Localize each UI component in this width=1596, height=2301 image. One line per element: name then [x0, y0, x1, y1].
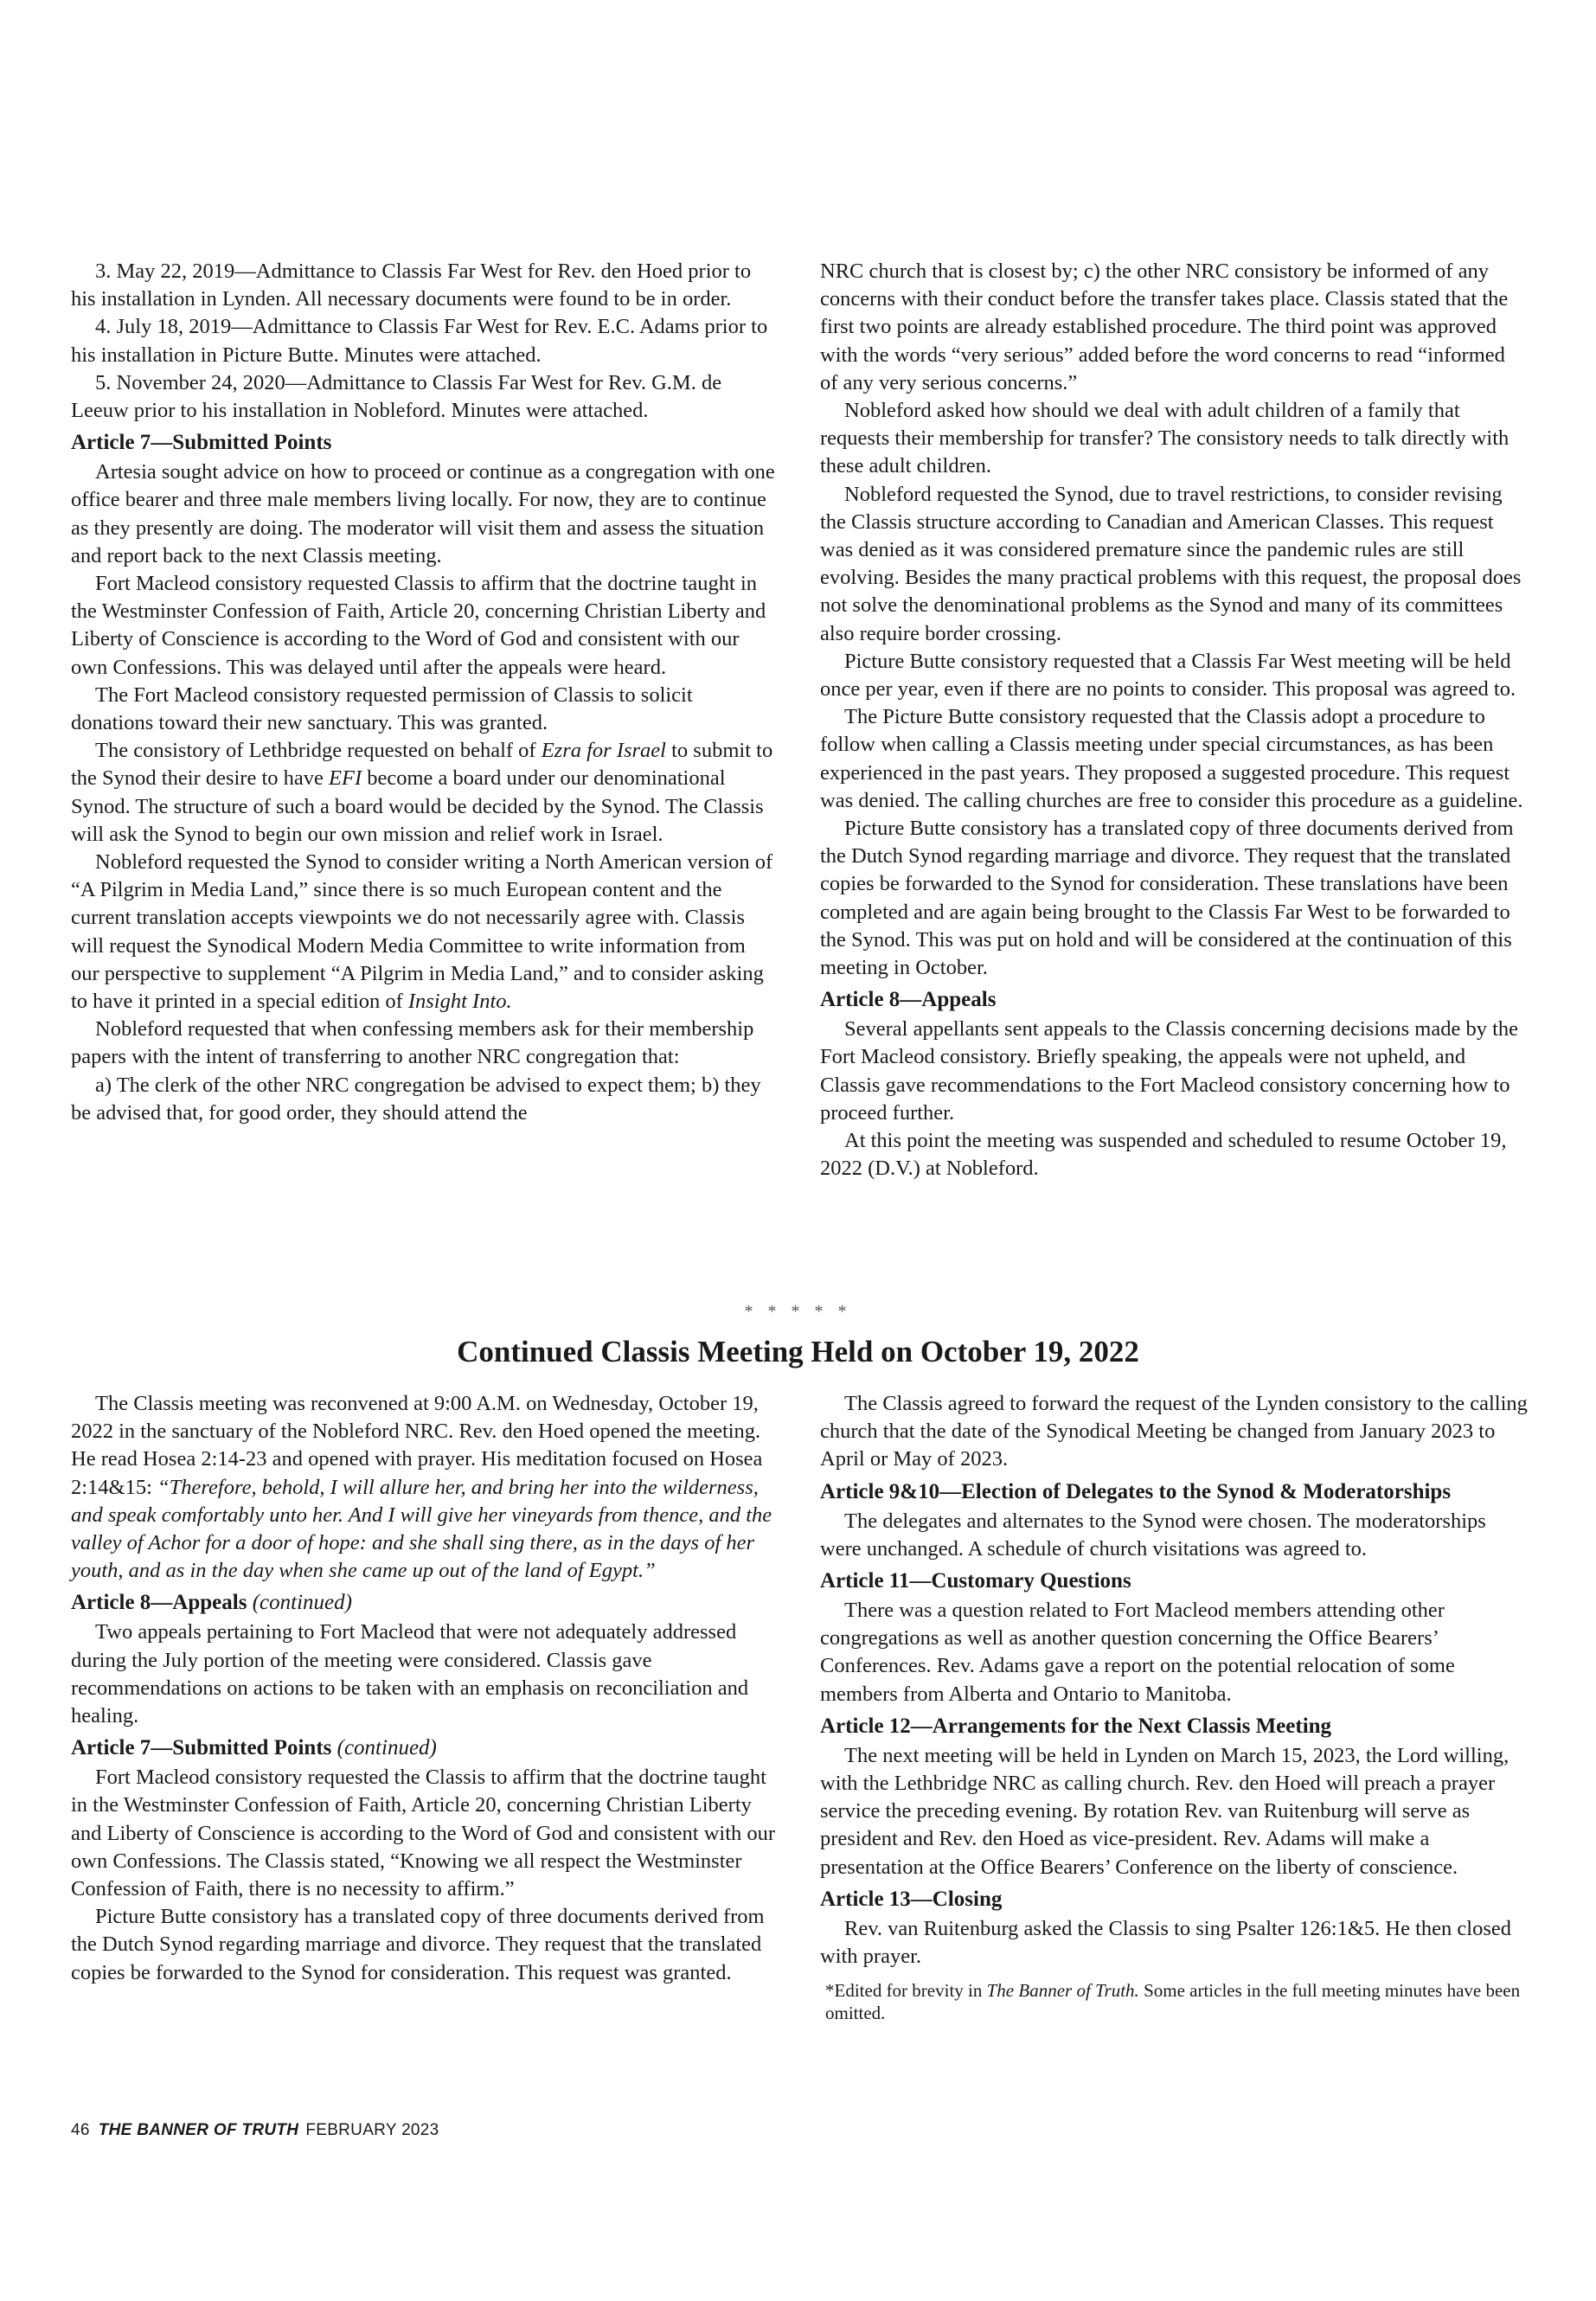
paragraph: Nobleford asked how should we deal with adult children of a family that requests their membership for transfer? The consistory needs to talk directly with these adult children. — [820, 399, 1509, 478]
article-heading: Article 7—Submitted Points (continued) — [71, 1736, 437, 1760]
paragraph: The Classis agreed to forward the request of the Lynden consistory to the calling church that the date of the Synodical Meeting be changed from January 2023 to April or May of 2023. — [820, 1392, 1528, 1471]
bottom-right-column — [820, 1390, 1528, 2024]
footnote: *Edited for brevity in The Banner of Truth. Some articles in the full meeting minutes have been omitted. — [825, 1980, 1521, 2024]
paragraph: Nobleford requested the Synod to consider writing a North American version of “A Pilgrim in Media Land,” since there is so much European content and the current translation accepts viewpoints we do not necessarily agree with. Classis will request the Synodical Modern Media Committee to write information from our perspective to supplement “A Pilgrim in Media Land,” and to consider asking to have it printed in a special edition of Insight Into. — [71, 850, 773, 1014]
article-heading: Article 7—Submitted Points — [71, 431, 332, 455]
article-heading: Article 11—Customary Questions — [820, 1569, 1131, 1593]
paragraph: Two appeals pertaining to Fort Macleod that were not adequately addressed during the July portion of the meeting were considered. Classis gave recommendations on actions to be taken with an emphasis on reconciliation and healing. — [71, 1620, 749, 1728]
article-heading: Article 8—Appeals — [820, 988, 997, 1012]
paragraph: The consistory of Lethbridge requested on behalf of Ezra for Israel to submit to the Synod their desire to have EFI become a board under our denominational Synod. The structure of such a board would be decided by the Synod. The Classis will ask the Synod to begin our own mission and relief work in Israel. — [71, 739, 773, 846]
section-title: Continued Classis Meeting Held on October 19, 2022 — [457, 1335, 1139, 1368]
article-heading: Article 12—Arrangements for the Next Classis Meeting — [820, 1714, 1332, 1738]
paragraph: The delegates and alternates to the Synod were chosen. The moderatorships were unchanged. A schedule of church visitations was agreed to. — [820, 1509, 1486, 1561]
paragraph: The Picture Butte consistory requested that the Classis adopt a procedure to follow when calling a Classis meeting under special circumstances, as has been experienced in the past years. They proposed a suggested procedure. This request was denied. The calling churches are free to consider this procedure as a guideline. — [820, 705, 1523, 812]
top-right-column — [820, 258, 1528, 1183]
bottom-left-column — [71, 1390, 779, 1987]
paragraph: Nobleford requested that when confessing members ask for their membership papers with the intent of transferring to another NRC congregation that: — [71, 1017, 754, 1069]
paragraph: The Classis meeting was reconvened at 9:00 A.M. on Wednesday, October 19, 2022 in the sanctuary of the Nobleford NRC. Rev. den Hoed opened the meeting. He read Hosea 2:14-23 and opened with prayer. His meditation focused on Hosea 2:14&15: “Therefore, behold, I will allure her, and bring her into the wilderness, and speak comfortably unto her. And I will give her vineyards from thence, and the valley of Achor for a door of hope: and she shall sing there, as in the days of her youth, and as in the day when she came up out of the land of Egypt.” — [71, 1392, 772, 1583]
paragraph: There was a question related to Fort Macleod members attending other congregations as well as another question concerning the Office Bearers’ Conferences. Rev. Adams gave a report on the potential relocation of some members from Alberta and Ontario to Manitoba. — [820, 1599, 1455, 1706]
paragraph: Picture Butte consistory has a translated copy of three documents derived from the Dutch Synod regarding marriage and divorce. They request that the translated copies be forwarded to the Synod for consideration. This request was granted. — [71, 1905, 765, 1984]
paragraph: NRC church that is closest by; c) the other NRC consistory be informed of any concerns with their conduct before the transfer takes place. Classis stated that the first two points are already established procedure. The third point was approved with the words “very serious” added before the word concerns to read “informed of any very serious concerns.” — [820, 260, 1509, 394]
paragraph: Picture Butte consistory has a translated copy of three documents derived from the Dutch Synod regarding marriage and divorce. They request that the translated copies be forwarded to the Synod for consideration. These translations have been completed and are again being brought to the Classis Far West to be forwarded to the Synod. This was put on hold and will be considered at the continuation of this meeting in October. — [820, 817, 1514, 980]
paragraph: The next meeting will be held in Lynden on March 15, 2023, the Lord willing, with the Lethbridge NRC as calling church. Rev. den Hoed will preach a prayer service the preceding evening. By rotation Rev. van Ruitenburg will serve as president and Rev. den Hoed as vice-president. Rev. Adams will make a presentation at the Office Bearers’ Conference on the liberty of conscience. — [820, 1743, 1509, 1879]
top-left-column — [71, 258, 779, 1127]
paragraph: 3. May 22, 2019—Admittance to Classis Far West for Rev. den Hoed prior to his installation in Lynden. All necessary documents were found to be in order. — [71, 260, 752, 311]
section-separator: * * * * * — [744, 1302, 852, 1321]
article-heading: Article 9&10—Election of Delegates to the Synod & Moderatorships — [820, 1479, 1452, 1503]
page-footer — [71, 2121, 439, 2140]
paragraph: Nobleford requested the Synod, due to travel restrictions, to consider revising the Classis structure according to Canadian and American Classes. This request was denied as it was considered premature since the pandemic rules are still evolving. Besides the many practical problems with this request, the proposal does not solve the denominational problems as the Synod and many of its committees also require border crossing. — [820, 482, 1522, 645]
paragraph: a) The clerk of the other NRC congregation be advised to expect them; b) they be advised that, for good order, they should attend the — [71, 1073, 761, 1125]
publication-name: THE BANNER OF TRUTH — [98, 2121, 299, 2139]
paragraph: Rev. van Ruitenburg asked the Classis to sing Psalter 126:1&5. He then closed with prayer. — [820, 1916, 1511, 1969]
paragraph: Picture Butte consistory requested that a Classis Far West meeting will be held once per year, even if there are no points to consider. This proposal was agreed to. — [820, 649, 1516, 702]
paragraph: Fort Macleod consistory requested the Classis to affirm that the doctrine taught in the Westminster Confession of Faith, Article 20, concerning Christian Liberty and Liberty of Conscience is according to the Word of God and consistent with our own Confessions. The Classis stated, “Knowing we all respect the Westminster Confession of Faith, there is no necessity to affirm.” — [71, 1766, 776, 1901]
paragraph: 4. July 18, 2019—Admittance to Classis Far West for Rev. E.C. Adams prior to his installation in Picture Butte. Minutes were attached. — [71, 315, 768, 367]
paragraph: 5. November 24, 2020—Admittance to Classis Far West for Rev. G.M. de Leeuw prior to his installation in Nobleford. Minutes were attached. — [71, 370, 722, 423]
paragraph: Several appellants sent appeals to the Classis concerning decisions made by the Fort Macleod consistory. Briefly speaking, the appeals were not upheld, and Classis gave recommendations to the Fort Macleod consistory concerning how to proceed further. — [820, 1017, 1519, 1125]
article-heading: Article 13—Closing — [820, 1887, 1003, 1911]
paragraph: At this point the meeting was suspended and scheduled to resume October 19, 2022 (D.V.) at Nobleford. — [820, 1129, 1507, 1181]
page-number: 46 — [71, 2121, 90, 2139]
paragraph: The Fort Macleod consistory requested permission of Classis to solicit donations toward their new sanctuary. This was granted. — [71, 683, 693, 735]
issue-date: FEBRUARY 2023 — [305, 2121, 439, 2139]
paragraph: Fort Macleod consistory requested Classis to affirm that the doctrine taught in the Westminster Confession of Faith, Article 20, concerning Christian Liberty and Liberty of Conscience is according to the Word of God and consistent with our own Confessions. This was delayed until after the appeals were heard. — [71, 572, 766, 679]
article-heading: Article 8—Appeals (continued) — [71, 1591, 352, 1615]
paragraph: Artesia sought advice on how to proceed or continue as a congregation with one office bearer and three male members living locally. For now, they are to continue as they presently are doing. The moderator will visit them and assess the situation and report back to the next Classis meeting. — [71, 460, 775, 567]
